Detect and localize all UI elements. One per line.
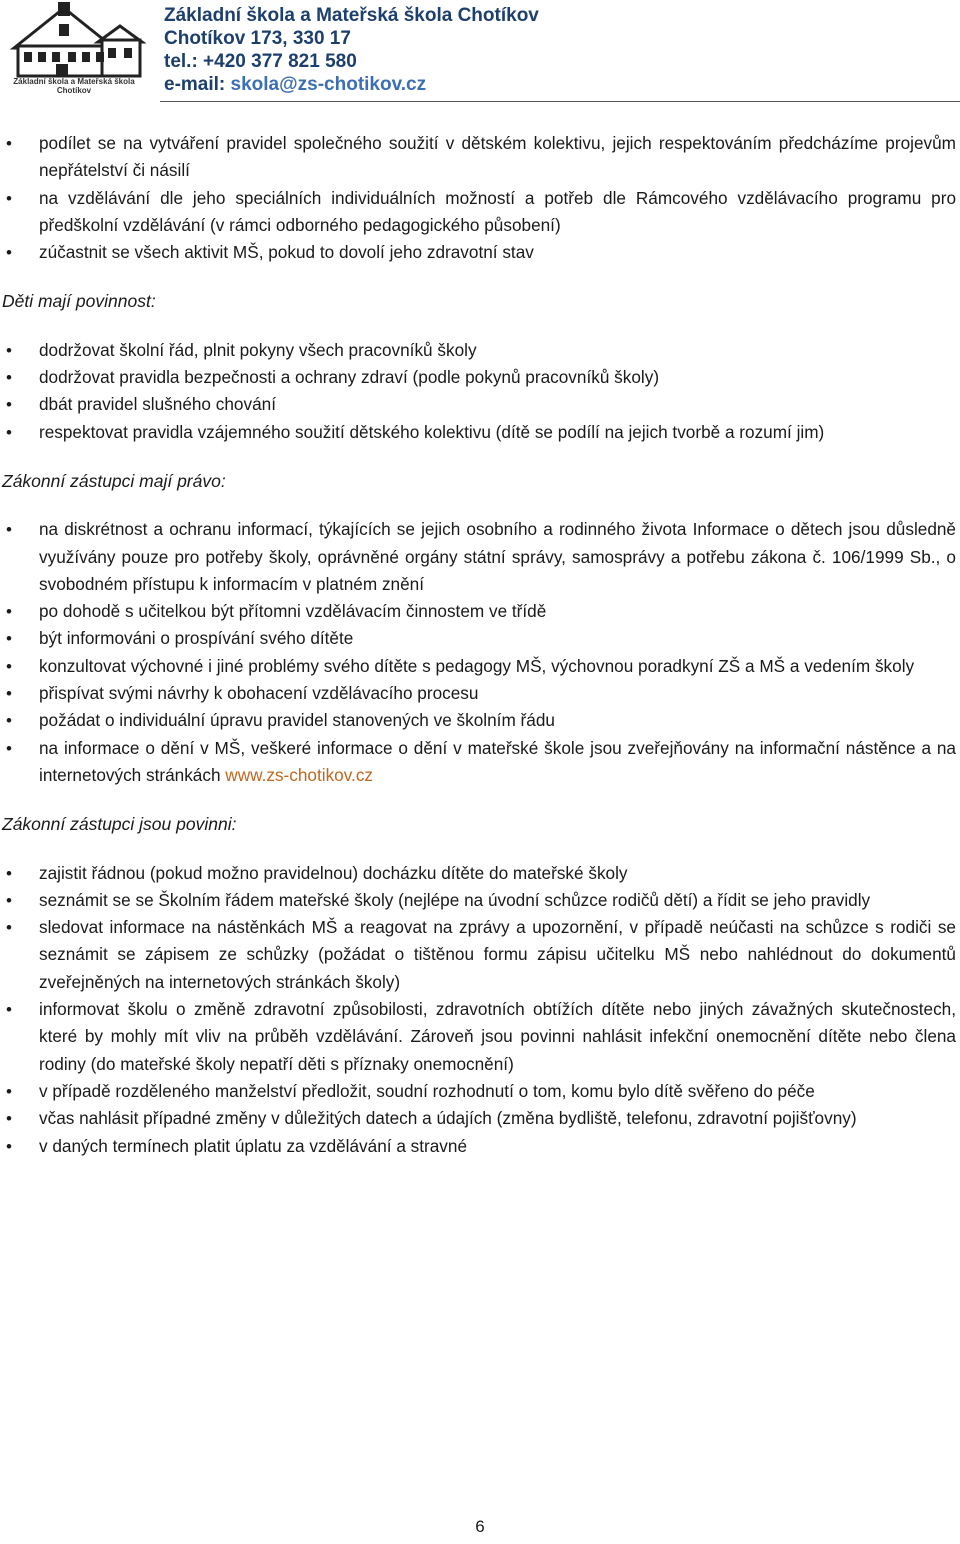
email-label: e-mail:	[164, 74, 231, 95]
school-contact-block	[164, 4, 539, 96]
list-item: • dodržovat pravidla bezpečnosti a ochrany zdraví (podle pokynů pracovníků školy)	[0, 364, 960, 391]
list-item: • v daných termínech platit úplatu za vzdělávání a stravné	[0, 1133, 960, 1160]
email-link[interactable]: skola@zs-chotikov.cz	[230, 74, 427, 95]
children-duties-heading: Děti mají povinnost:	[2, 291, 156, 312]
list-item: • informovat školu o změně zdravotní způsobilosti, zdravotních obtížích dítěte nebo jiných závažných skutečnostech, které by mohly mít vliv na průběh vzdělávání. Zároveň jsou povinni nahlásit infekční onemocnění dítěte nebo člena rodiny (do mateřské školy nepatří děti s příznaky onemocnění)	[0, 996, 960, 1078]
school-address: Chotíkov 173, 330 17	[164, 28, 351, 49]
list-item: • zajistit řádnou (pokud možno pravidelnou) docházku dítěte do mateřské školy	[0, 860, 960, 887]
guardians-duties-list	[0, 860, 960, 1160]
list-item: • být informováni o prospívání svého dítěte	[0, 625, 960, 652]
document-body	[0, 130, 960, 1160]
list-item	[0, 735, 960, 790]
logo-caption: Základní škola a Mateřská škola Chotíkov	[13, 77, 135, 95]
list-item: • přispívat svými návrhy k obohacení vzdělávacího procesu	[0, 680, 960, 707]
guardians-rights-heading: Zákonní zástupci mají právo:	[2, 470, 226, 491]
rights-continued-list	[0, 130, 960, 266]
school-name: Základní škola a Mateřská škola Chotíkov	[164, 5, 539, 26]
list-item: • po dohodě s učitelkou být přítomni vzdělávacím činnostem ve třídě	[0, 598, 960, 625]
list-item: • požádat o individuální úpravu pravidel stanovených ve školním řádu	[0, 707, 960, 734]
list-item: • dodržovat školní řád, plnit pokyny všech pracovníků školy	[0, 337, 960, 364]
list-item: • seznámit se se Školním řádem mateřské školy (nejlépe na úvodní schůzce rodičů dětí) a řídit se jeho pravidly	[0, 887, 960, 914]
list-item: • respektovat pravidla vzájemného soužití dětského kolektivu (dítě se podílí na jejich tvorbě a rozumí jim)	[0, 419, 960, 446]
page-number: 6	[475, 1517, 485, 1536]
list-item: • zúčastnit se všech aktivit MŠ, pokud to dovolí jeho zdravotní stav	[0, 239, 960, 266]
list-item: • konzultovat výchovné i jiné problémy svého dítěte s pedagogy MŠ, výchovnou poradkyní ZŠ a MŠ a vedením školy	[0, 653, 960, 680]
list-item: • na diskrétnost a ochranu informací, týkajících se jejich osobního a rodinného života Informace o dětech jsou důsledně využívány pouze pro potřeby školy, oprávněné orgány státní správy, samosprávy a potřebu zákona č. 106/1999 Sb., o svobodném přístupu k informacím v platném znění	[0, 516, 960, 598]
children-duties-list	[0, 337, 960, 446]
school-phone: tel.: +420 377 821 580	[164, 51, 357, 72]
list-item: • dbát pravidel slušného chování	[0, 391, 960, 418]
guardians-duties-heading: Zákonní zástupci jsou povinni:	[2, 814, 237, 835]
website-link[interactable]: www.zs-chotikov.cz	[225, 764, 374, 785]
guardians-rights-list	[0, 516, 960, 789]
header-divider	[160, 101, 960, 102]
page-header	[0, 0, 960, 104]
list-item: • v případě rozděleného manželství předložit, soudní rozhodnutí o tom, komu bylo dítě svěřeno do péče	[0, 1078, 960, 1105]
list-item: • včas nahlásit případné změny v důležitých datech a údajích (změna bydliště, telefonu, zdravotní pojišťovny)	[0, 1105, 960, 1132]
list-item: • sledovat informace na nástěnkách MŠ a reagovat na zprávy a upozornění, v případě neúčasti na schůzce s rodiči se seznámit se zápisem ze schůzky (požádat o tištěnou formu zápisu učitelku MŠ nebo nahlédnout do dokumentů zveřejněných na internetových stránkách školy)	[0, 914, 960, 996]
list-item: • na vzdělávání dle jeho speciálních individuálních možností a potřeb dle Rámcového vzdělávacího programu pro předškolní vzdělávání (v rámci odborného pedagogického působení)	[0, 185, 960, 240]
list-item: • podílet se na vytváření pravidel společného soužití v dětském kolektivu, jejich respektováním předcházíme projevům nepřátelství či násilí	[0, 130, 960, 185]
list-item-text: na informace o dění v MŠ, veškeré informace o dění v mateřské škole jsou zveřejňovány na informační nástěnce a na internetových stránkách	[39, 737, 956, 785]
school-email-line	[164, 73, 539, 96]
